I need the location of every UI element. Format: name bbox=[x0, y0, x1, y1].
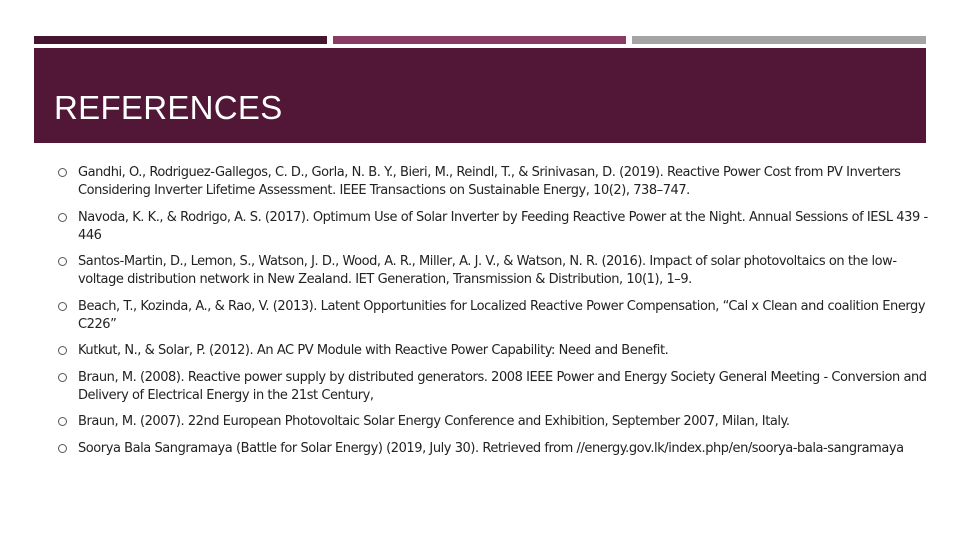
reference-text: Navoda, K. K., & Rodrigo, A. S. (2017). Optimum Use of Solar Inverter by Feeding Reactive Power at the Night. Annual Sessions of IESL 439 - 446 bbox=[78, 209, 928, 243]
hollow-circle-icon bbox=[58, 302, 67, 311]
reference-text: Gandhi, O., Rodriguez-Gallegos, C. D., Gorla, N. B. Y., Bieri, M., Reindl, T., & Srinivasan, D. (2019). Reactive Power Cost from PV Inverters Considering Inverter Lifetime Assessment. IEEE Transactions on Sustainable Energy, 10(2), 738–747. bbox=[78, 165, 901, 198]
hollow-circle-icon bbox=[58, 257, 67, 266]
hollow-circle-icon bbox=[58, 417, 67, 426]
hollow-circle-icon bbox=[58, 346, 67, 355]
reference-text: Braun, M. (2007). 22nd European Photovoltaic Solar Energy Conference and Exhibition, September 2007, Milan, Italy. bbox=[78, 414, 790, 429]
reference-text: Santos-Martin, D., Lemon, S., Watson, J. D., Wood, A. R., Miller, A. J. V., & Watson, N. R. (2016). Impact of solar photovoltaics on the low-voltage distribution network in New Zealand. IET Generation, Transmission & Distribution, 10(1), 1–9. bbox=[78, 254, 897, 287]
reference-item bbox=[58, 164, 930, 200]
hollow-circle-icon bbox=[58, 213, 67, 222]
reference-item bbox=[58, 253, 930, 289]
reference-item bbox=[58, 440, 930, 458]
slide-title: REFERENCES bbox=[54, 89, 283, 126]
accent-bar-light bbox=[632, 36, 926, 44]
accent-bar-dark bbox=[34, 36, 327, 44]
reference-item bbox=[58, 298, 930, 334]
hollow-circle-icon bbox=[58, 444, 67, 453]
reference-item bbox=[58, 342, 930, 360]
title-band bbox=[34, 48, 926, 143]
reference-list bbox=[58, 164, 930, 466]
hollow-circle-icon bbox=[58, 373, 67, 382]
reference-item bbox=[58, 369, 930, 405]
reference-text: Kutkut, N., & Solar, P. (2012). An AC PV Module with Reactive Power Capability: Need and Benefit. bbox=[78, 343, 669, 358]
reference-text: Braun, M. (2008). Reactive power supply by distributed generators. 2008 IEEE Power and Energy Society General Meeting - Conversion and Delivery of Electrical Energy in the 21st Century, bbox=[78, 369, 927, 403]
reference-text: Soorya Bala Sangramaya (Battle for Solar Energy) (2019, July 30). Retrieved from //energy.gov.lk/index.php/en/soorya-bala-sangramaya bbox=[78, 440, 904, 456]
accent-bar-mid bbox=[333, 36, 626, 44]
reference-text: Beach, T., Kozinda, A., & Rao, V. (2013). Latent Opportunities for Localized Reactive Power Compensation, “Cal x Clean and coalition Energy C226” bbox=[78, 298, 926, 332]
hollow-circle-icon bbox=[58, 168, 67, 177]
reference-item bbox=[58, 413, 930, 431]
reference-item bbox=[58, 209, 930, 245]
